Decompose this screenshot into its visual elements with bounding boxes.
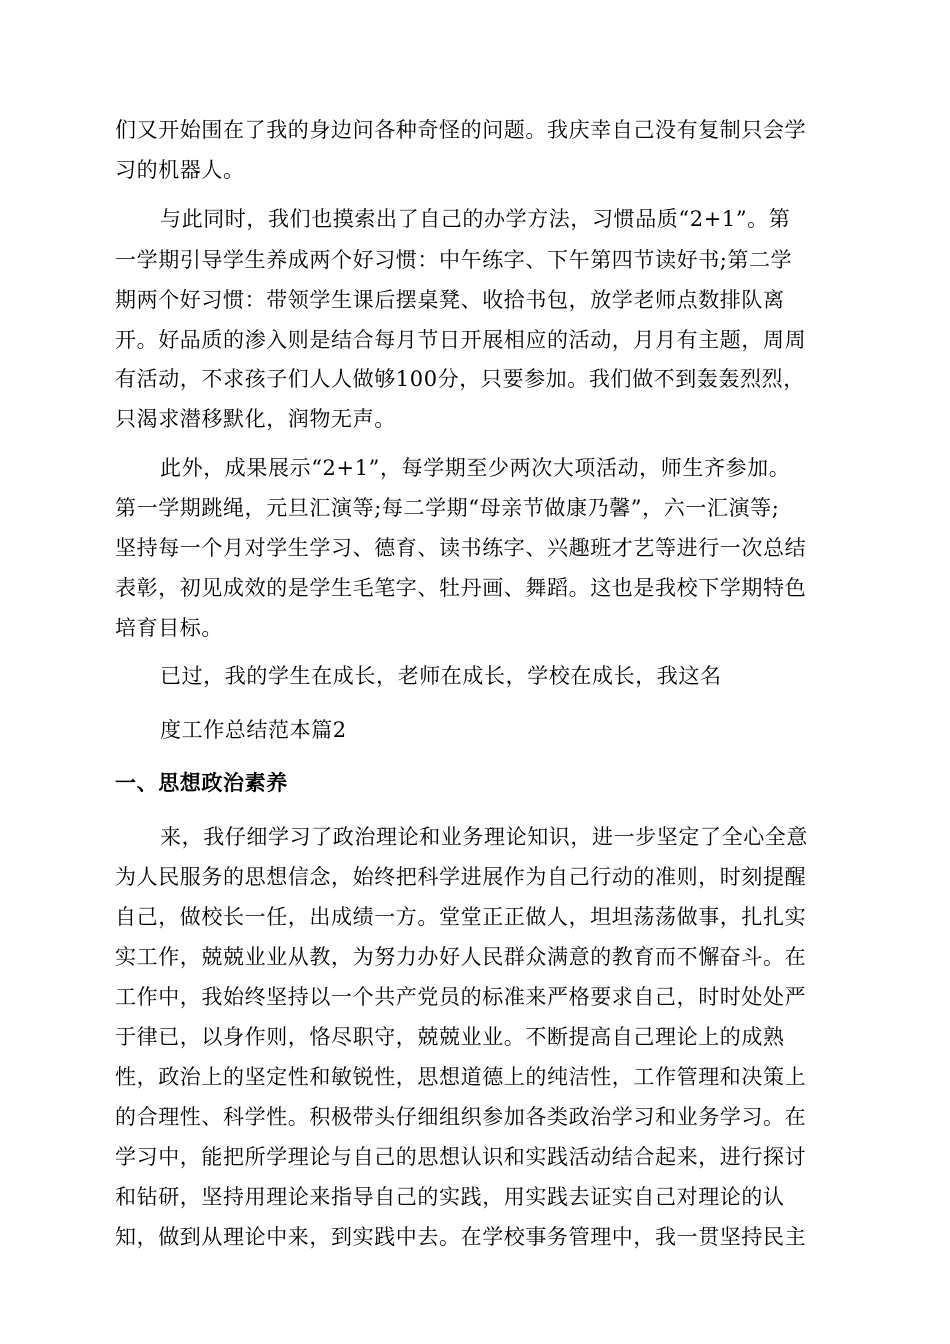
text-line: 有活动，不求孩子们人人做够100分，只要参加。我们做不到轰轰烈烈， (115, 367, 805, 391)
text-line: 习的机器人。 (115, 158, 245, 182)
text-line: 期两个好习惯：带领学生课后摆桌凳、收拾书包，放学老师点数排队离 (115, 288, 785, 312)
text-line: 表彰，初见成效的是学生毛笔字、牡丹画、舞蹈。这也是我校下学期特色 (115, 576, 807, 600)
text-line: 于律已，以身作则，恪尽职守，兢兢业业。不断提高自己理论上的成熟 (115, 1025, 785, 1049)
text-line: 实工作，兢兢业业从教，为努力办好人民群众满意的教育而不懈奋斗。在 (115, 945, 807, 969)
section-heading: 一、思想政治素养 (115, 771, 288, 795)
text-line: 的合理性、科学性。积极带头仔细组织参加各类政治学习和业务学习。在 (115, 1105, 807, 1129)
text-line: 此外，成果展示“2+1”，每学期至少两次大项活动，师生齐参加。 (160, 456, 791, 480)
section-title: 度工作总结范本篇2 (160, 718, 347, 742)
text-line: 工作中，我始终坚持以一个共产党员的标准来严格要求自己，时时处处严 (115, 985, 807, 1009)
text-line: 只渴求潜移默化，润物无声。 (115, 407, 396, 431)
text-line: 知，做到从理论中来，到实践中去。在学校事务管理中，我一贯坚持民主 (115, 1225, 807, 1249)
text-line: 培育目标。 (115, 616, 223, 640)
text-line: 坚持每一个月对学生学习、德育、读书练字、兴趣班才艺等进行一次总结 (115, 536, 807, 560)
text-line: 自己，做校长一任，出成绩一方。堂堂正正做人，坦坦荡荡做事，扎扎实 (115, 905, 807, 929)
text-line: 开。好品质的渗入则是结合每月节日开展相应的活动，月月有主题，周周 (115, 328, 807, 352)
text-line: 第一学期跳绳，元旦汇演等;每二学期“母亲节做康乃馨”，六一汇演等; (115, 496, 780, 520)
text-line: 一学期引导学生养成两个好习惯：中午练字、下午第四节读好书;第二学 (115, 248, 793, 272)
text-line: 性，政治上的坚定性和敏锐性，思想道德上的纯洁性，工作管理和决策上 (115, 1065, 807, 1089)
text-line: 们又开始围在了我的身边问各种奇怪的问题。我庆幸自己没有复制只会学 (115, 118, 807, 142)
text-line: 与此同时，我们也摸索出了自己的办学方法，习惯品质“2+1”。第 (160, 207, 791, 231)
text-line: 学习中，能把所学理论与自己的思想认识和实践活动结合起来，进行探讨 (115, 1145, 807, 1169)
text-line: 为人民服务的思想信念，始终把科学进展作为自己行动的准则，时刻提醒 (115, 865, 807, 889)
text-line: 和钻研，坚持用理论来指导自己的实践，用实践去证实自己对理论的认 (115, 1185, 785, 1209)
text-line: 来，我仔细学习了政治理论和业务理论知识，进一步坚定了全心全意 (160, 825, 808, 849)
text-line: 已过，我的学生在成长，老师在成长，学校在成长，我这名 (160, 664, 722, 688)
